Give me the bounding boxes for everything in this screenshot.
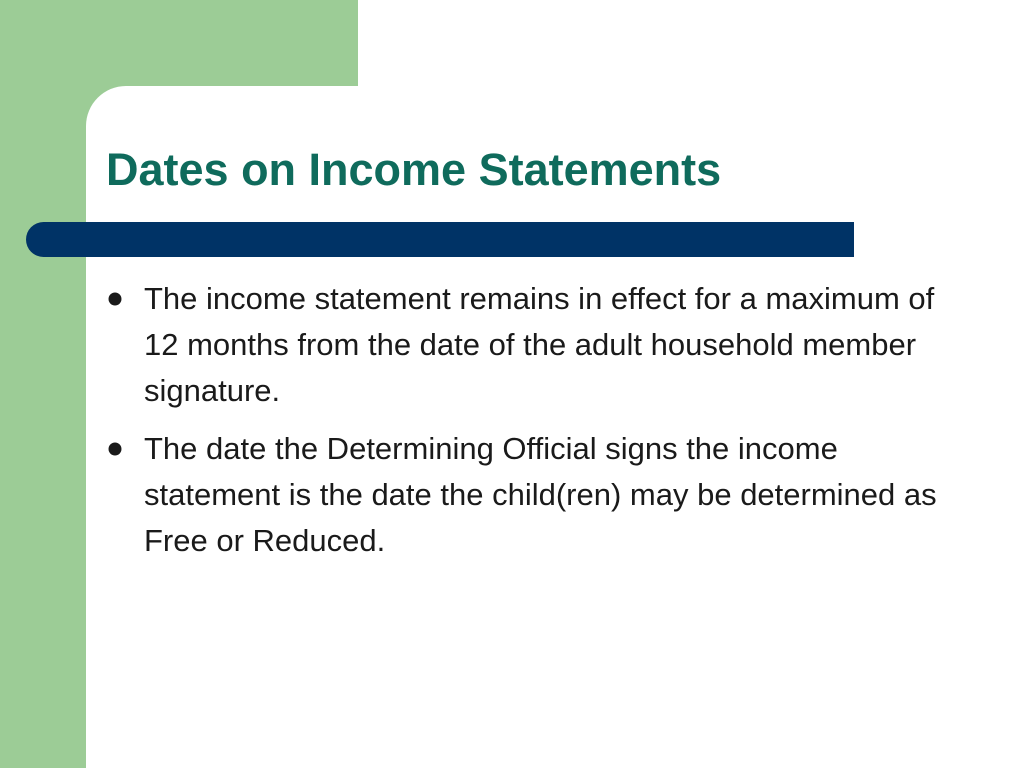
bullet-item	[106, 276, 946, 414]
slide-title: Dates on Income Statements	[106, 144, 722, 195]
bullet-icon	[109, 443, 122, 456]
title-underline-bar	[26, 222, 854, 257]
bullet-list	[106, 276, 946, 576]
bullet-icon	[109, 293, 122, 306]
bullet-item	[106, 426, 946, 564]
bullet-text: The date the Determining Official signs the income statement is the date the child(ren) may be determined as Free or Reduced.	[144, 431, 937, 558]
bullet-text: The income statement remains in effect for a maximum of 12 months from the date of the adult household member signature.	[144, 281, 935, 408]
